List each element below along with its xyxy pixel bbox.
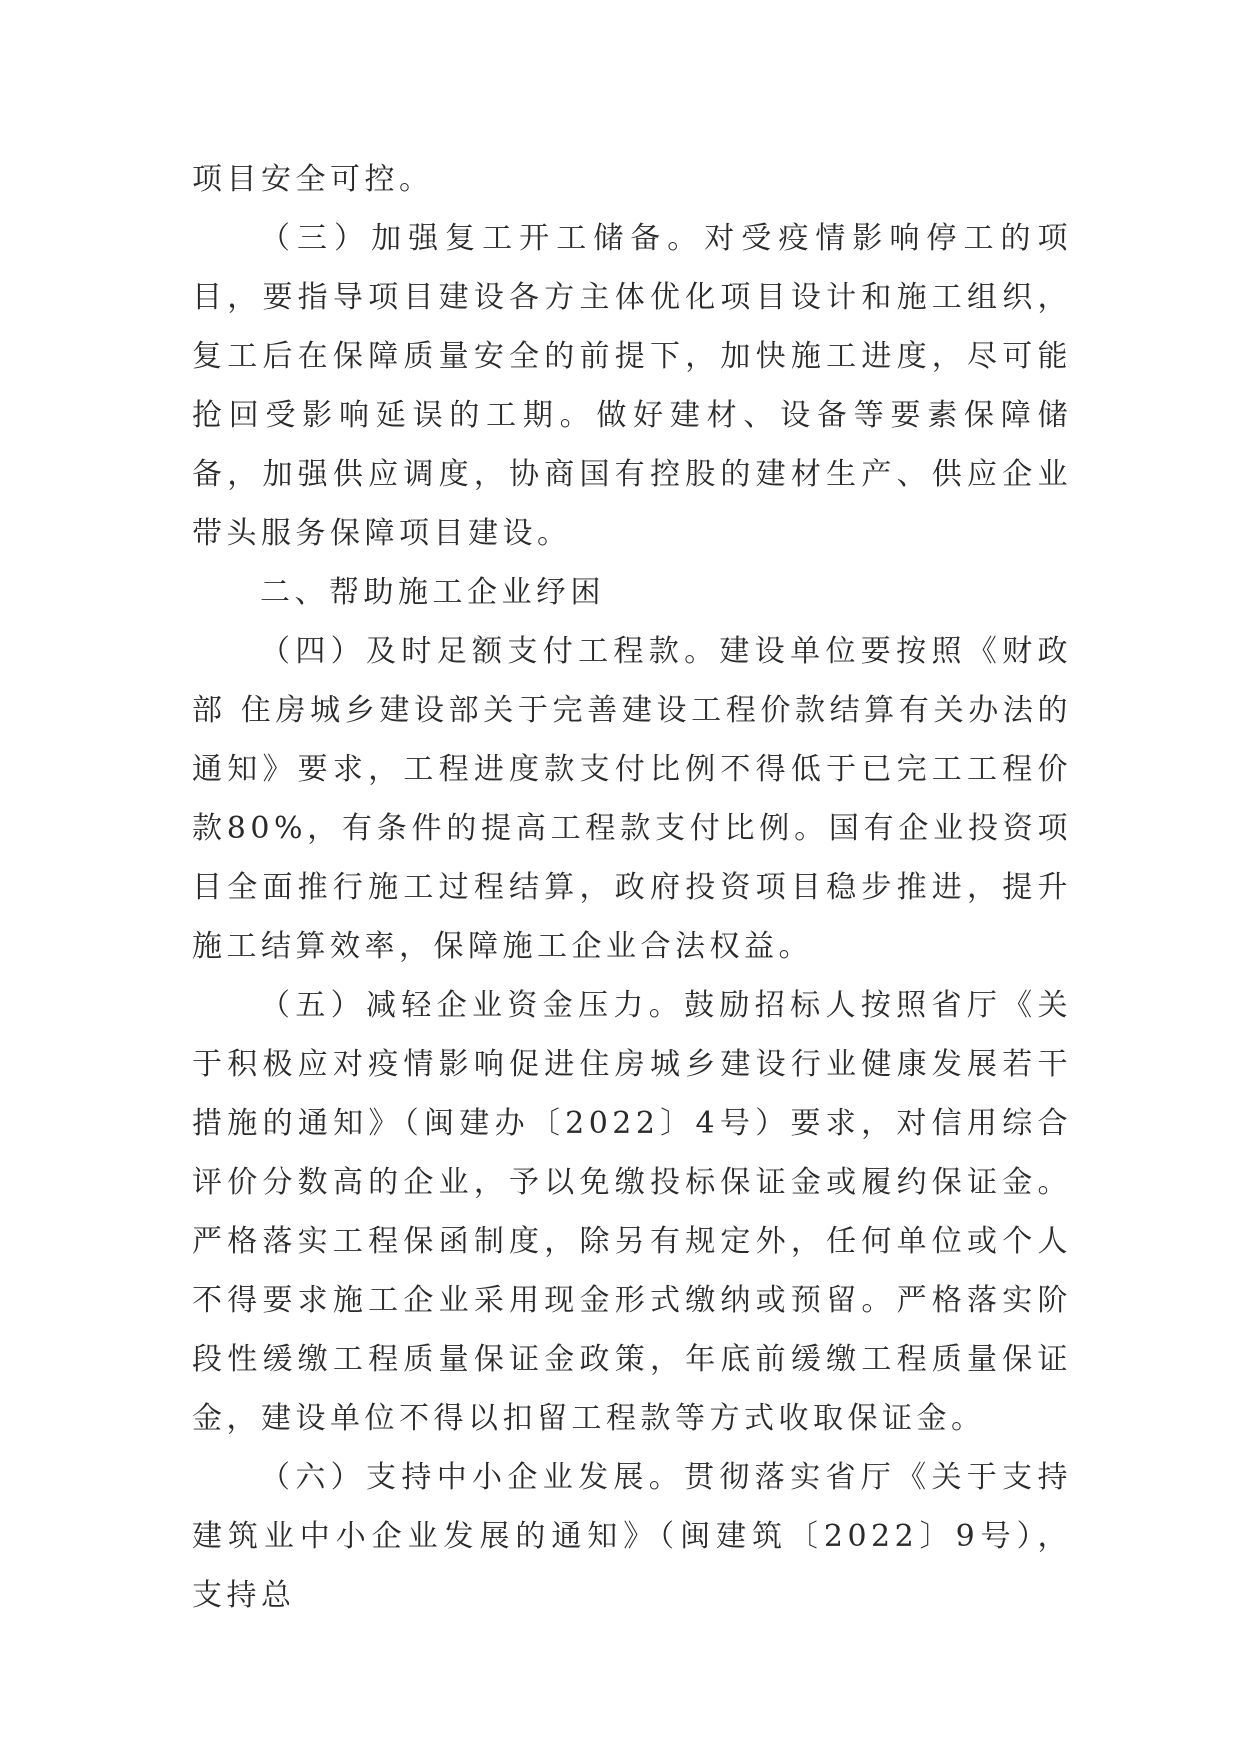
paragraph-section-5: （五）减轻企业资金压力。鼓励招标人按照省厅《关于积极应对疫情影响促进住房城乡建设行业健康发展若干措施的通知》（闽建办〔2022〕4号）要求，对信用综合评价分数高的企业，予以免缴投标保证金或履约保证金。严格落实工程保函制度，除另有规定外，任何单位或个人不得要求施工企业采用现金形式缴纳或预留。严格落实阶段性缓缴工程质量保证金政策，年底前缓缴工程质量保证金，建设单位不得以扣留工程款等方式收取保证金。 [192,988,1072,1436]
paragraph-continuation: 项目安全可控。 [192,162,434,197]
paragraph-section-4: （四）及时足额支付工程款。建设单位要按照《财政部 住房城乡建设部关于完善建设工程价款结算有关办法的通知》要求，工程进度款支付比例不得低于已完工工程价款80%，有条件的提高工程款支付比例。国有企业投资项目全面推行施工过程结算，政府投资项目稳步推进，提升施工结算效率，保障施工企业合法权益。 [192,634,1072,964]
heading-section-2: 二、帮助施工企业纾困 [260,575,605,610]
paragraph-section-6: （六）支持中小企业发展。贯彻落实省厅《关于支持建筑业中小企业发展的通知》（闽建筑〔2022〕9号），支持总 [192,1460,1072,1613]
document-body [192,150,1072,1625]
paragraph-section-3: （三）加强复工开工储备。对受疫情影响停工的项目，要指导项目建设各方主体优化项目设计和施工组织，复工后在保障质量安全的前提下，加快施工进度，尽可能抢回受影响延误的工期。做好建材、设备等要素保障储备，加强供应调度，协商国有控股的建材生产、供应企业带头服务保障项目建设。 [192,221,1072,551]
